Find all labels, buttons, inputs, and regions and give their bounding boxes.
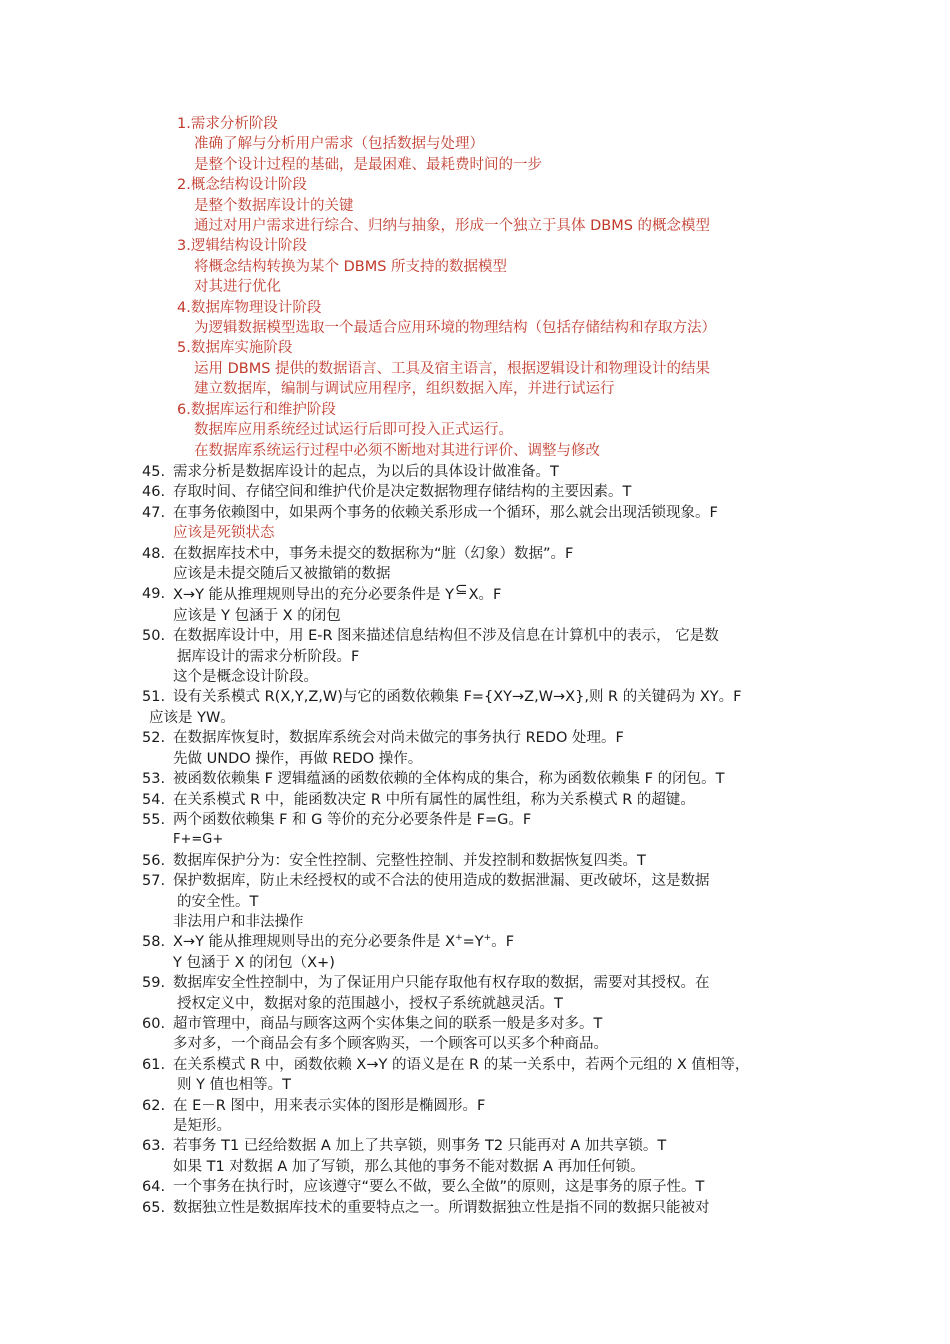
question-text-part: X→Y 能从推理规则导出的充分必要条件是 Y bbox=[173, 587, 455, 604]
answer-note: 多对多，一个商品会有多个顾客购买，一个顾客可以买多个种商品。 bbox=[173, 1036, 608, 1053]
question-text-continued: 的安全性。T bbox=[177, 893, 259, 910]
stage-item bbox=[177, 298, 877, 339]
question-text bbox=[173, 580, 842, 605]
question-text: 在数据库设计中，用 E-R 图来描述信息结构但不涉及信息在计算机中的表示， 它是数 bbox=[173, 628, 719, 645]
stage-line: 通过对用户需求进行综合、归纳与抽象，形成一个独立于具体 DBMS 的概念模型 bbox=[194, 218, 711, 235]
stage-item bbox=[177, 114, 877, 175]
question-item bbox=[142, 1014, 842, 1055]
question-text: 需求分析是数据库设计的起点，为以后的具体设计做准备。T bbox=[173, 464, 559, 480]
question-number: 57. bbox=[142, 873, 166, 890]
question-number: 49. bbox=[142, 586, 166, 603]
question-text: 两个函数依赖集 F 和 G 等价的充分必要条件是 F=G。F bbox=[173, 811, 532, 828]
question-text: 被函数依赖集 F 逻辑蕴涵的函数依赖的全体构成的集合，称为函数依赖集 F 的闭包。T bbox=[173, 771, 725, 788]
question-item bbox=[142, 1198, 842, 1218]
stage-line: 数据库应用系统经过试运行后即可投入正式运行。 bbox=[194, 422, 513, 439]
question-item bbox=[142, 482, 842, 502]
question-number: 56. bbox=[142, 852, 166, 869]
question-item bbox=[142, 1177, 842, 1197]
stage-line: 在数据库系统运行过程中必须不断地对其进行评价、调整与修改 bbox=[194, 442, 600, 459]
question-number: 45. bbox=[142, 464, 166, 480]
question-text: 在数据库恢复时，数据库系统会对尚未做完的事务执行 REDO 处理。F bbox=[173, 730, 624, 747]
stage-line: 建立数据库，编制与调试应用程序，组织数据入库，并进行试运行 bbox=[194, 381, 615, 398]
question-item bbox=[142, 728, 842, 769]
question-text: 若事务 T1 已经给数据 A 加上了共享锁，则事务 T2 只能再对 A 加共享锁。T bbox=[173, 1138, 667, 1155]
question-item bbox=[142, 1055, 842, 1096]
stage-line: 对其进行优化 bbox=[194, 279, 281, 296]
question-item bbox=[142, 871, 842, 932]
stage-item bbox=[177, 175, 877, 236]
stage-item bbox=[177, 400, 877, 461]
question-text: 在事务依赖图中，如果两个事务的依赖关系形成一个循环，那么就会出现活锁现象。F bbox=[173, 504, 718, 521]
question-text: 数据库保护分为：安全性控制、完整性控制、并发控制和数据恢复四类。T bbox=[173, 852, 646, 869]
question-text: 存取时间、存储空间和维护代价是决定数据物理存储结构的主要因素。T bbox=[173, 484, 632, 501]
stage-line: 运用 DBMS 提供的数据语言、工具及宿主语言，根据逻辑设计和物理设计的结果 bbox=[194, 360, 711, 377]
stage-title: 3.逻辑结构设计阶段 bbox=[177, 238, 307, 255]
stage-title: 5.数据库实施阶段 bbox=[177, 340, 293, 357]
answer-note: 应该是 Y 包涵于 X 的闭包 bbox=[173, 607, 341, 624]
question-item bbox=[142, 687, 842, 728]
question-number: 55. bbox=[142, 811, 166, 828]
answer-note: 如果 T1 对数据 A 加了写锁，那么其他的事务不能对数据 A 再加任何锁。 bbox=[173, 1158, 645, 1175]
stage-title: 6.数据库运行和维护阶段 bbox=[177, 401, 336, 418]
question-text-part: 。F bbox=[491, 934, 515, 951]
question-list bbox=[142, 462, 842, 1218]
question-item bbox=[142, 932, 842, 973]
question-number: 64. bbox=[142, 1179, 166, 1196]
question-number: 59. bbox=[142, 975, 166, 992]
question-item bbox=[142, 1136, 842, 1177]
stage-line: 是整个设计过程的基础，是最困难、最耗费时间的一步 bbox=[194, 156, 542, 173]
question-number: 54. bbox=[142, 791, 166, 808]
question-text: 在关系模式 R 中，函数依赖 X→Y 的语义是在 R 的某一关系中，若两个元组的 X 值相等， bbox=[173, 1056, 750, 1073]
question-number: 52. bbox=[142, 730, 166, 747]
question-text-part: X→Y 能从推理规则导出的充分必要条件是 X bbox=[173, 934, 456, 951]
question-item bbox=[142, 790, 842, 810]
question-text: 数据独立性是数据库技术的重要特点之一。所谓数据独立性是指不同的数据只能被对 bbox=[173, 1199, 710, 1216]
closure-superscript: + bbox=[455, 933, 463, 944]
question-item bbox=[142, 769, 842, 789]
question-item bbox=[142, 1096, 842, 1137]
question-text-part: X。F bbox=[468, 587, 502, 604]
question-text-part: =Y bbox=[462, 934, 484, 951]
question-number: 62. bbox=[142, 1097, 166, 1114]
design-stage-list bbox=[177, 114, 877, 461]
question-item bbox=[142, 503, 842, 544]
question-text-continued: 授权定义中，数据对象的范围越小，授权子系统就越灵活。T bbox=[177, 995, 563, 1012]
question-text: 保护数据库，防止未经授权的或不合法的使用造成的数据泄漏、更改破坏，这是数据 bbox=[173, 873, 710, 890]
question-text-continued: 则 Y 值也相等。T bbox=[177, 1077, 291, 1094]
answer-note: 应该是死锁状态 bbox=[173, 525, 275, 542]
stage-title: 1.需求分析阶段 bbox=[177, 116, 278, 132]
answer-note: 非法用户和非法操作 bbox=[173, 913, 304, 930]
closure-superscript: + bbox=[483, 933, 492, 944]
question-text: 在 E－R 图中，用来表示实体的图形是椭圆形。F bbox=[173, 1097, 486, 1114]
question-number: 46. bbox=[142, 484, 166, 501]
question-item bbox=[142, 973, 842, 1014]
question-number: 50. bbox=[142, 628, 166, 645]
question-number: 53. bbox=[142, 771, 166, 788]
question-item bbox=[142, 580, 842, 626]
stage-line: 是整个数据库设计的关键 bbox=[194, 197, 354, 214]
answer-note: 应该是 YW。 bbox=[149, 709, 235, 726]
stage-line: 将概念结构转换为某个 DBMS 所支持的数据模型 bbox=[194, 258, 508, 275]
question-number: 65. bbox=[142, 1199, 166, 1216]
answer-note: 先做 UNDO 操作，再做 REDO 操作。 bbox=[173, 750, 423, 767]
answer-note: F+=G+ bbox=[173, 832, 224, 848]
stage-line: 准确了解与分析用户需求（包括数据与处理） bbox=[194, 136, 484, 153]
answer-note: Y 包涵于 X 的闭包（X+) bbox=[173, 954, 335, 971]
question-item bbox=[142, 810, 842, 851]
subset-symbol: ⊆ bbox=[455, 580, 468, 599]
question-item bbox=[142, 626, 842, 687]
answer-note: 这个是概念设计阶段。 bbox=[173, 669, 318, 686]
question-text: 超市管理中，商品与顾客这两个实体集之间的联系一般是多对多。T bbox=[173, 1015, 603, 1032]
stage-title: 2.概念结构设计阶段 bbox=[177, 177, 307, 194]
answer-note: 是矩形。 bbox=[173, 1118, 231, 1134]
question-text: 设有关系模式 R(X,Y,Z,W)与它的函数依赖集 F={XY→Z,W→X},则 R 的关键码为 XY。F bbox=[173, 689, 742, 706]
question-number: 63. bbox=[142, 1138, 166, 1155]
question-item bbox=[142, 851, 842, 871]
question-item bbox=[142, 462, 842, 482]
question-number: 47. bbox=[142, 504, 166, 521]
question-text bbox=[173, 932, 842, 952]
question-text: 在关系模式 R 中，能函数决定 R 中所有属性的属性组，称为关系模式 R 的超键。 bbox=[173, 791, 695, 808]
stage-line: 为逻辑数据模型选取一个最适合应用环境的物理结构（包括存储结构和存取方法） bbox=[194, 320, 716, 337]
question-item bbox=[142, 544, 842, 585]
question-text: 数据库安全性控制中，为了保证用户只能存取他有权存取的数据，需要对其授权。在 bbox=[173, 975, 710, 992]
question-text: 一个事务在执行时，应该遵守“要么不做，要么全做”的原则，这是事务的原子性。T bbox=[173, 1179, 705, 1196]
answer-note: 应该是未提交随后又被撤销的数据 bbox=[173, 566, 391, 583]
question-text-continued: 据库设计的需求分析阶段。F bbox=[177, 648, 360, 665]
stage-item bbox=[177, 338, 877, 399]
question-number: 48. bbox=[142, 545, 166, 562]
stage-item bbox=[177, 236, 877, 297]
question-number: 60. bbox=[142, 1015, 166, 1032]
question-number: 51. bbox=[142, 689, 166, 706]
stage-title: 4.数据库物理设计阶段 bbox=[177, 299, 322, 316]
question-number: 58. bbox=[142, 934, 166, 951]
question-text: 在数据库技术中，事务未提交的数据称为“脏（幻象）数据”。F bbox=[173, 545, 574, 562]
question-number: 61. bbox=[142, 1056, 166, 1073]
